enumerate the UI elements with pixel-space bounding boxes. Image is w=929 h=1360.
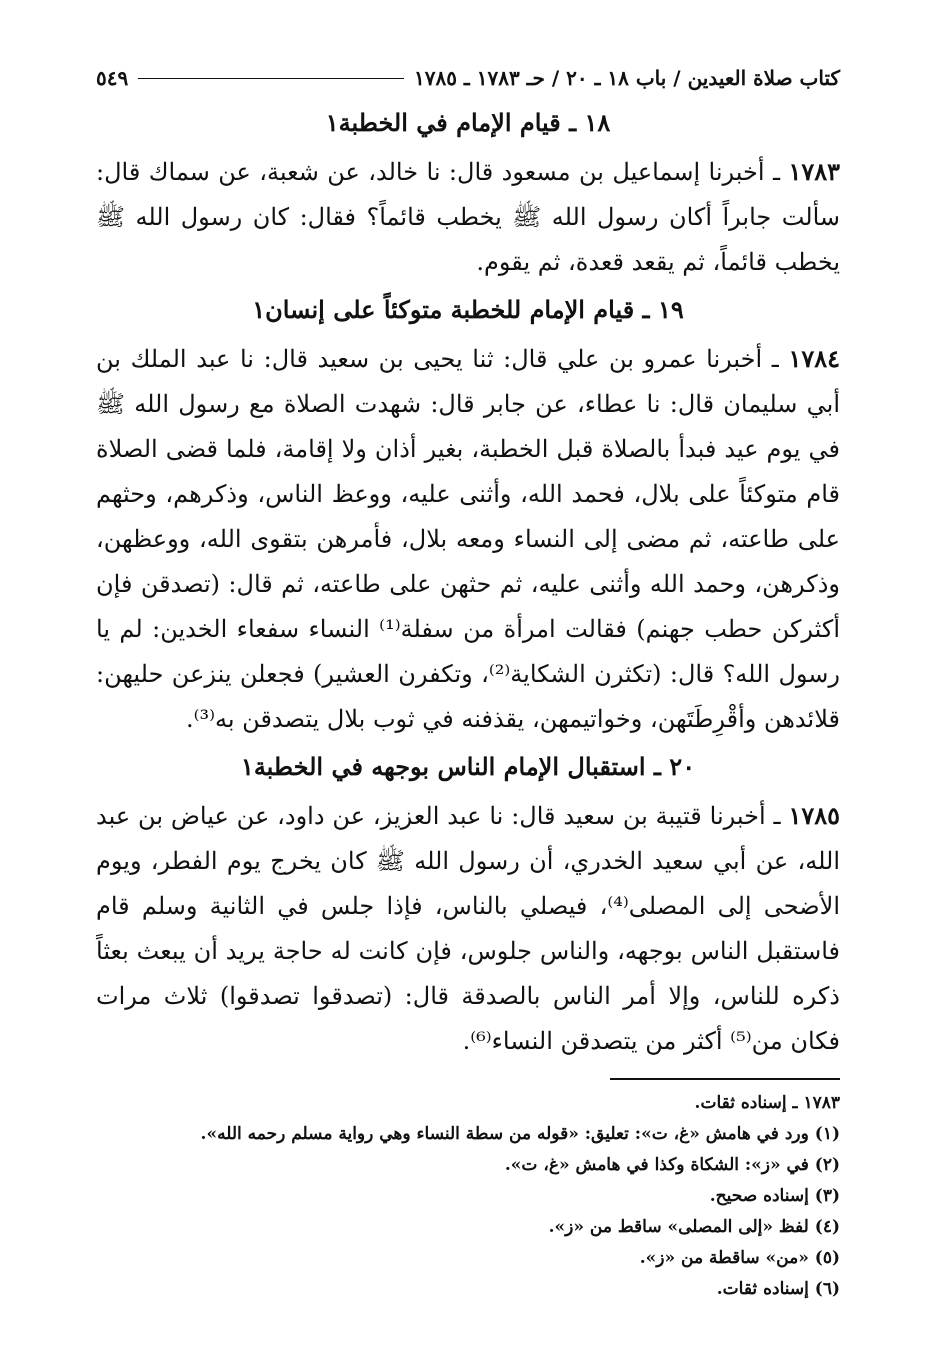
running-head-rule — [138, 78, 404, 79]
running-head-title: كتاب صلاة العيدين / باب ١٨ ـ ٢٠ / حـ ١٧٨٣ ـ ١٧٨٥ — [413, 66, 840, 90]
footnote: (٦) إسناده ثقات. — [716, 1279, 840, 1299]
hadith-text: ـ أخبرنا قتيبة بن سعيد قال: نا عبد العزيز، عن داود، عن عياض بن عبد الله، عن أبي سعيد الخدري، أن رسول الله ﷺ كان يخرج يوم الفطر، ويوم الأضحى إلى المصلى⁽⁴⁾، فيصلي بالناس، فإذا جلس في الثانية وسلم قام فاستقبل الناس بوجهه، والناس جلوس، فإن كانت له حاجة يريد أن يبعث بعثاً ذكره للناس، وإلا أمر الناس بالصدقة قال: (تصدقوا تصدقوا) ثلاث مرات فكان من⁽⁵⁾ أكثر من يتصدقن النساء⁽⁶⁾. — [96, 802, 840, 1055]
hadith-text: ـ أخبرنا عمرو بن علي قال: ثنا يحيى بن سعيد قال: نا عبد الملك بن أبي سليمان قال: نا عطاء، عن جابر قال: شهدت الصلاة مع رسول الله ﷺ في يوم عيد فبدأ بالصلاة قبل الخطبة، بغير أذان ولا إقامة، فلما قضى الصلاة قام متوكئاً على بلال، فحمد الله، وأثنى عليه، ووعظ الناس، وذكرهم، وحثهم على طاعته، ثم مضى إلى النساء ومعه بلال، فأمرهن بتقوى الله، ووعظهن، وذكرهن، وحمد الله وأثنى عليه، ثم حثهن على طاعته، ثم قال: (تصدقن فإن أكثركن حطب جهنم) فقالت امرأة من سفلة⁽¹⁾ النساء سفعاء الخدين: لم يا رسول الله؟ قال: (تكثرن الشكاية⁽²⁾، وتكفرن العشير) فجعلن ينزعن حليهن: قلائدهن وأقْرِطَتَهن، وخواتيمهن، يقذفنه في ثوب بلال يتصدقن به⁽³⁾. — [96, 345, 841, 733]
footnote-separator — [610, 1078, 840, 1080]
footnote: (٤) لفظ «إلى المصلى» ساقط من «ز». — [548, 1217, 840, 1237]
hadith-1784 — [96, 336, 840, 742]
hadith-number: ١٧٨٥ — [788, 801, 840, 830]
chapter-heading-18: ١٨ ـ قيام الإمام في الخطبة١ — [325, 108, 611, 137]
book-page — [96, 58, 840, 1305]
footnote: ١٧٨٣ ـ إسناده ثقات. — [694, 1093, 840, 1113]
hadith-number: ١٧٨٤ — [788, 344, 840, 373]
hadith-1783 — [96, 149, 840, 285]
footnote: (٥) «من» ساقطة من «ز». — [639, 1248, 840, 1268]
footnote: (١) ورد في هامش «غ، ت»: تعليق: «قوله من سطة النساء وهي رواية مسلم رحمه الله». — [200, 1124, 840, 1144]
page-number: ٥٤٩ — [96, 66, 129, 90]
hadith-1785 — [96, 793, 840, 1064]
footnotes — [96, 1088, 840, 1305]
chapter-heading-20: ٢٠ ـ استقبال الإمام الناس بوجهه في الخطبة١ — [240, 752, 696, 781]
hadith-text: ـ أخبرنا إسماعيل بن مسعود قال: نا خالد، عن شعبة، عن سماك قال: سألت جابراً أكان رسول الله ﷺ يخطب قائماً؟ فقال: كان رسول الله ﷺ يخطب قائماً، ثم يقعد قعدة، ثم يقوم. — [96, 158, 840, 276]
running-head — [96, 58, 840, 98]
chapter-heading-19: ١٩ ـ قيام الإمام للخطبة متوكئاً على إنسان١ — [252, 295, 684, 324]
hadith-number: ١٧٨٣ — [788, 157, 840, 186]
footnote: (٢) في «ز»: الشكاة وكذا في هامش «غ، ت». — [504, 1155, 840, 1175]
footnote: (٣) إسناده صحيح. — [709, 1186, 840, 1206]
